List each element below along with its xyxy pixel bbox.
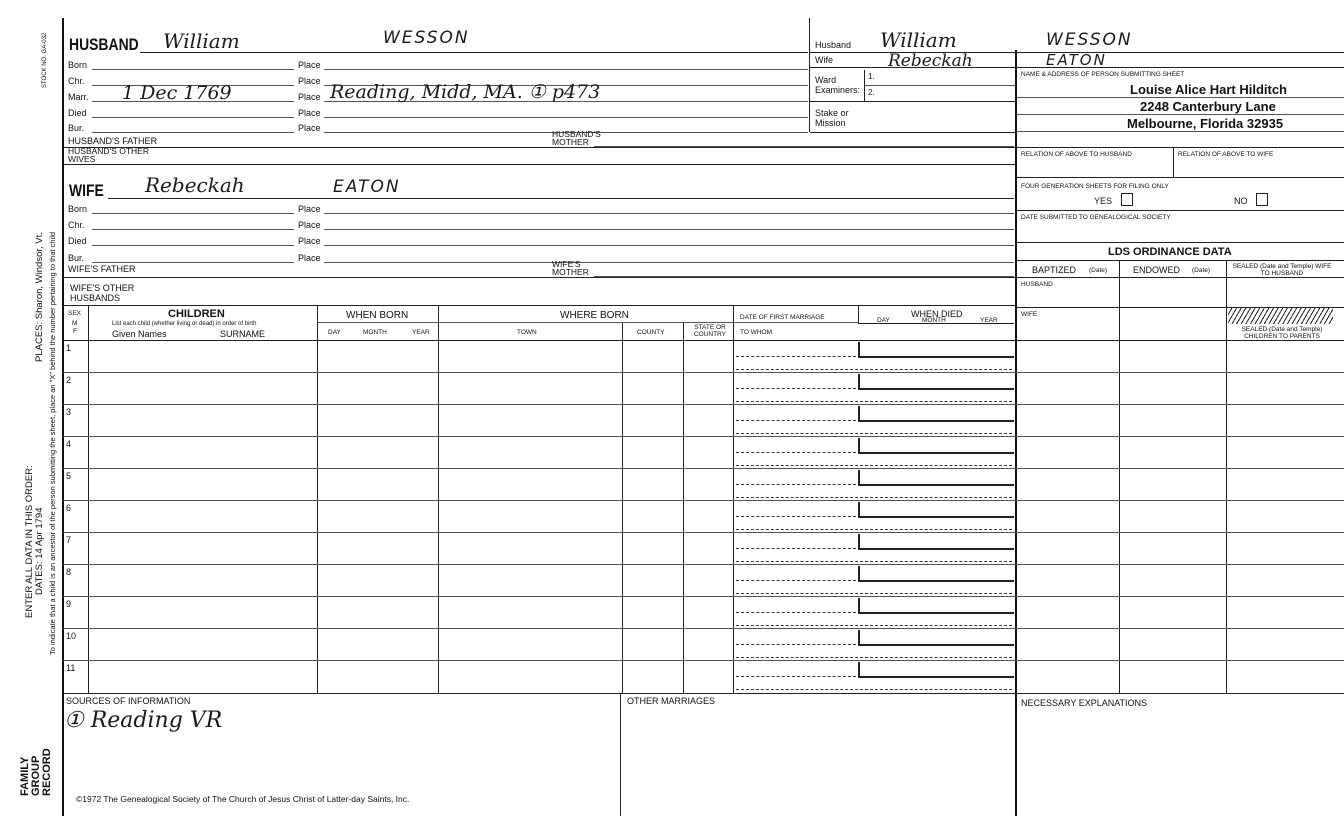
sex-f-label: F: [73, 328, 77, 335]
child-death-tick: [858, 470, 860, 484]
sources-label: SOURCES OF INFORMATION: [66, 696, 191, 706]
child-row-number: 2: [66, 375, 72, 385]
ward-husband-given: William: [880, 28, 957, 52]
when-died-bottom: [858, 323, 1014, 324]
other-marriages-label: OTHER MARRIAGES: [627, 696, 716, 706]
husband-mother-label: HUSBAND'S MOTHER: [552, 129, 601, 147]
husband-born-line: [92, 69, 294, 70]
child-death-tick: [858, 342, 860, 356]
child-marriage-dash: [736, 420, 856, 421]
husband-marr-label: Marr.: [68, 92, 89, 102]
examiners-bottom-line: [810, 101, 1015, 102]
child-death-tick: [858, 534, 860, 548]
died-month-label: MONTH: [922, 317, 946, 324]
child-to-whom-dash: [736, 497, 1012, 498]
husband-born-label: Born: [68, 60, 88, 70]
submitter-line-3: [1017, 131, 1344, 132]
child-death-line: [858, 388, 1014, 390]
col-county-divider: [683, 322, 684, 693]
husband-section-bottom: [63, 164, 1015, 165]
enter-order-instruction: ENTER ALL DATA IN THIS ORDER:: [24, 465, 35, 618]
copyright-notice: ©1972 The Genealogical Society of The Church of Jesus Christ of Latter-day Saints, Inc.: [76, 794, 410, 804]
wife-bur-label: Bur.: [68, 253, 85, 263]
husband-father-line: [63, 147, 1015, 148]
lds-endowed-date: (Date): [1192, 267, 1211, 274]
child-to-whom-dash: [736, 625, 1012, 626]
husband-heading: HUSBAND: [69, 35, 139, 54]
ancestor-instruction: To indicate that a child is an ancestor of the person submitting the sheet, place an "X" behind the number pertaining to that child: [48, 231, 57, 655]
submitter-box-bottom: [1017, 147, 1344, 148]
child-death-tick: [858, 374, 860, 388]
husband-marr-place-label: Place: [298, 92, 321, 102]
relation-husband-label: RELATION OF ABOVE TO HUSBAND: [1021, 151, 1132, 158]
child-row-number: 8: [66, 567, 72, 577]
lds-baptized-label: BAPTIZED: [1032, 265, 1077, 275]
col-sex-divider: [88, 305, 89, 693]
children-header-bottom: [63, 340, 1344, 341]
child-to-whom-dash: [736, 593, 1012, 594]
four-generation-yes-label: YES: [1094, 196, 1113, 206]
stock-number: STOCK NO. GA-032: [42, 32, 48, 88]
husband-died-place-line: [324, 117, 808, 118]
child-death-line: [858, 612, 1014, 614]
child-death-line: [858, 356, 1014, 358]
wife-surname: EATON: [333, 177, 401, 197]
child-death-line: [858, 516, 1014, 518]
examiner-mid-line: [865, 85, 1015, 86]
wife-born-place-label: Place: [298, 204, 321, 214]
wife-other-husbands-label: WIFE'S OTHER HUSBANDS: [70, 283, 135, 303]
ward-divider: [809, 18, 810, 132]
col-names-divider: [317, 305, 318, 693]
husband-died-line: [92, 117, 294, 118]
child-marriage-dash: [736, 548, 856, 549]
lds-wife-row: WIFE: [1021, 311, 1038, 318]
child-to-whom-dash: [736, 529, 1012, 530]
wife-born-place-line: [324, 213, 1014, 214]
child-death-tick: [858, 662, 860, 676]
necessary-explanations-label: NECESSARY EXPLANATIONS: [1021, 698, 1148, 708]
lds-baptized-date: (Date): [1089, 267, 1108, 274]
husband-marriage-date: 1 Dec 1769: [122, 82, 232, 104]
child-row-line: [63, 596, 1344, 597]
state-country-label: STATE OR COUNTRY: [693, 324, 727, 338]
wife-chr-place-line: [324, 229, 1014, 230]
husband-born-place-label: Place: [298, 60, 321, 70]
left-frame-line: [62, 18, 64, 816]
child-row-line: [63, 660, 1344, 661]
child-row-number: 1: [66, 343, 72, 353]
husband-given-name: William: [163, 29, 240, 53]
stake-bottom-line: [810, 132, 1015, 133]
husband-chr-place-label: Place: [298, 76, 321, 86]
ward-wife-given: Rebeckah: [888, 51, 973, 71]
child-marriage-dash: [736, 612, 856, 613]
when-born-label: WHEN BORN: [346, 310, 409, 321]
col-marriage-divider: [858, 305, 859, 323]
wife-chr-label: Chr.: [68, 220, 85, 230]
wife-died-line: [92, 245, 294, 246]
husband-died-place-label: Place: [298, 108, 321, 118]
wife-bur-line: [92, 262, 294, 263]
children-table-bottom: [63, 693, 1344, 694]
child-to-whom-dash: [736, 465, 1012, 466]
wife-mother-label: WIFE'S MOTHER: [552, 259, 589, 277]
lds-sealed-c2p: SEALED (Date and Temple) CHILDREN TO PARENTS: [1241, 326, 1323, 340]
date-submitted-label: DATE SUBMITTED TO GENEALOGICAL SOCIETY: [1021, 214, 1171, 221]
born-year-label: YEAR: [412, 329, 430, 336]
submitter-name: Louise Alice Hart Hilditch: [1130, 82, 1287, 97]
dates-instruction: DATES: 14 Apr 1794: [34, 507, 45, 595]
first-marriage-label: DATE OF FIRST MARRIAGE: [740, 314, 825, 321]
town-label: TOWN: [517, 329, 537, 336]
ward-wife-line: [810, 67, 1344, 68]
child-death-line: [858, 580, 1014, 582]
husband-marriage-place: Reading, Midd, MA. ① p473: [330, 81, 601, 103]
wife-chr-place-label: Place: [298, 220, 321, 230]
child-row-line: [63, 500, 1344, 501]
husband-died-label: Died: [68, 108, 87, 118]
child-death-line: [858, 644, 1014, 646]
child-row-number: 4: [66, 439, 72, 449]
husband-father-label: HUSBAND'S FATHER: [68, 136, 158, 146]
child-death-tick: [858, 566, 860, 580]
husband-bur-label: Bur.: [68, 123, 85, 133]
child-marriage-dash: [736, 516, 856, 517]
wife-heading: WIFE: [69, 181, 104, 200]
where-born-underline: [439, 322, 733, 323]
lds-hatch-block: [1228, 308, 1333, 324]
child-marriage-dash: [736, 452, 856, 453]
wife-born-label: Born: [68, 204, 88, 214]
child-marriage-dash: [736, 676, 856, 677]
child-row-number: 10: [66, 631, 77, 641]
col-town-divider: [622, 322, 623, 693]
lds-endowed-label: ENDOWED: [1133, 265, 1180, 275]
wife-bur-place-line: [324, 262, 1014, 263]
wife-section-bottom: [63, 305, 1015, 306]
date-submitted-bottom: [1017, 242, 1344, 243]
born-day-label: DAY: [328, 329, 341, 336]
husband-other-wives-label: HUSBAND'S OTHER WIVES: [68, 146, 149, 164]
child-death-line: [858, 484, 1014, 486]
wife-name-line: [108, 198, 1014, 199]
child-row-number: 3: [66, 407, 72, 417]
examiners-label: Examiners:: [815, 85, 861, 95]
child-row-line: [63, 628, 1344, 629]
child-death-line: [858, 420, 1014, 422]
ward-label: Ward: [815, 75, 837, 85]
child-death-tick: [858, 598, 860, 612]
four-generation-no-checkbox[interactable]: [1256, 193, 1268, 206]
child-row-number: 5: [66, 471, 72, 481]
child-death-tick: [858, 438, 860, 452]
husband-name-line: [140, 52, 808, 53]
child-death-tick: [858, 406, 860, 420]
ward-wife-label: Wife: [815, 55, 833, 65]
child-to-whom-dash: [736, 657, 1012, 658]
four-generation-bottom: [1017, 210, 1344, 211]
relation-divider: [1173, 147, 1174, 177]
lds-title: LDS ORDINANCE DATA: [1108, 246, 1232, 258]
right-section-divider: [1015, 50, 1017, 816]
husband-chr-label: Chr.: [68, 76, 85, 86]
relation-box-bottom: [1017, 177, 1344, 178]
child-marriage-dash: [736, 644, 856, 645]
child-to-whom-dash: [736, 401, 1012, 402]
husband-bur-line: [92, 132, 294, 133]
lds-sealed-w2h: SEALED (Date and Temple) WIFE TO HUSBAND: [1232, 263, 1332, 277]
child-row-number: 9: [66, 599, 72, 609]
lds-header-bottom: [1017, 277, 1344, 278]
col-state-divider: [733, 305, 734, 693]
when-died-label: WHEN DIED: [911, 309, 963, 319]
child-death-line: [858, 548, 1014, 550]
first-marriage-underline: [734, 322, 858, 323]
child-row-number: 6: [66, 503, 72, 513]
child-death-tick: [858, 502, 860, 516]
ward-wife-surname: EATON: [1046, 51, 1107, 69]
sex-m-label: M: [72, 320, 78, 327]
lds-title-bottom: [1017, 260, 1344, 261]
child-row-line: [63, 564, 1344, 565]
sex-label: SEX: [68, 310, 82, 317]
died-day-label: DAY: [877, 317, 890, 324]
child-row-line: [63, 532, 1344, 533]
husband-bur-place-label: Place: [298, 123, 321, 133]
wife-died-place-label: Place: [298, 236, 321, 246]
child-to-whom-dash: [736, 561, 1012, 562]
child-row-line: [63, 372, 1344, 373]
wife-given-name: Rebeckah: [145, 173, 245, 197]
places-instruction: PLACES: Sharon, Windsor, Vt.: [34, 232, 45, 362]
stake-mission-label: Stake or Mission: [815, 108, 849, 128]
child-marriage-dash: [736, 484, 856, 485]
when-born-underline: [318, 322, 438, 323]
child-marriage-dash: [736, 388, 856, 389]
child-row-line: [63, 468, 1344, 469]
child-marriage-dash: [736, 356, 856, 357]
child-row-number: 7: [66, 535, 72, 545]
source-entry: ① Reading VR: [64, 708, 223, 733]
child-death-tick: [858, 630, 860, 644]
relation-wife-label: RELATION OF ABOVE TO WIFE: [1178, 151, 1274, 158]
four-generation-label: FOUR GENERATION SHEETS FOR FILING ONLY: [1021, 183, 1169, 190]
child-to-whom-dash: [736, 433, 1012, 434]
wife-bur-place-label: Place: [298, 253, 321, 263]
form-title: FAMILY GROUP RECORD: [19, 748, 53, 796]
children-surname-label: SURNAME: [220, 329, 266, 339]
ward-husband-label: Husband: [815, 40, 852, 50]
child-row-line: [63, 436, 1344, 437]
submitter-line-2: [1017, 114, 1344, 115]
submitter-line-1: [1017, 97, 1344, 98]
county-label: COUNTY: [637, 329, 665, 336]
child-to-whom-dash: [736, 689, 1012, 690]
husband-surname: WESSON: [383, 28, 470, 48]
where-born-label: WHERE BORN: [560, 310, 629, 321]
wife-chr-line: [92, 229, 294, 230]
child-to-whom-dash: [736, 369, 1012, 370]
children-given-label: Given Names: [112, 329, 167, 339]
died-year-label: YEAR: [980, 317, 998, 324]
wife-died-label: Died: [68, 236, 87, 246]
husband-born-place-line: [324, 69, 808, 70]
four-generation-yes-checkbox[interactable]: [1121, 193, 1133, 206]
wife-father-label: WIFE'S FATHER: [68, 264, 136, 274]
wife-born-line: [92, 213, 294, 214]
four-generation-no-label: NO: [1234, 196, 1248, 206]
children-note: List each child (whether living or dead) in order of birth: [112, 321, 257, 327]
child-death-line: [858, 676, 1014, 678]
wife-died-place-line: [324, 245, 1014, 246]
to-whom-label: TO WHOM: [740, 329, 773, 336]
child-marriage-dash: [736, 580, 856, 581]
submitter-label: NAME & ADDRESS OF PERSON SUBMITTING SHEET: [1021, 71, 1185, 78]
ward-husband-surname: WESSON: [1046, 30, 1133, 50]
examiner-1: 1.: [868, 72, 875, 81]
children-title: CHILDREN: [168, 308, 225, 320]
examiner-2: 2.: [868, 88, 875, 97]
child-row-number: 11: [66, 663, 76, 673]
col-born-divider: [438, 305, 439, 693]
lds-husband-row: HUSBAND: [1021, 281, 1053, 288]
wife-father-line: [63, 277, 1015, 278]
child-death-line: [858, 452, 1014, 454]
submitter-city: Melbourne, Florida 32935: [1127, 116, 1284, 131]
child-row-line: [63, 404, 1344, 405]
born-month-label: MONTH: [363, 329, 387, 336]
submitter-street: 2248 Canterbury Lane: [1140, 99, 1276, 114]
footer-divider: [620, 693, 621, 816]
